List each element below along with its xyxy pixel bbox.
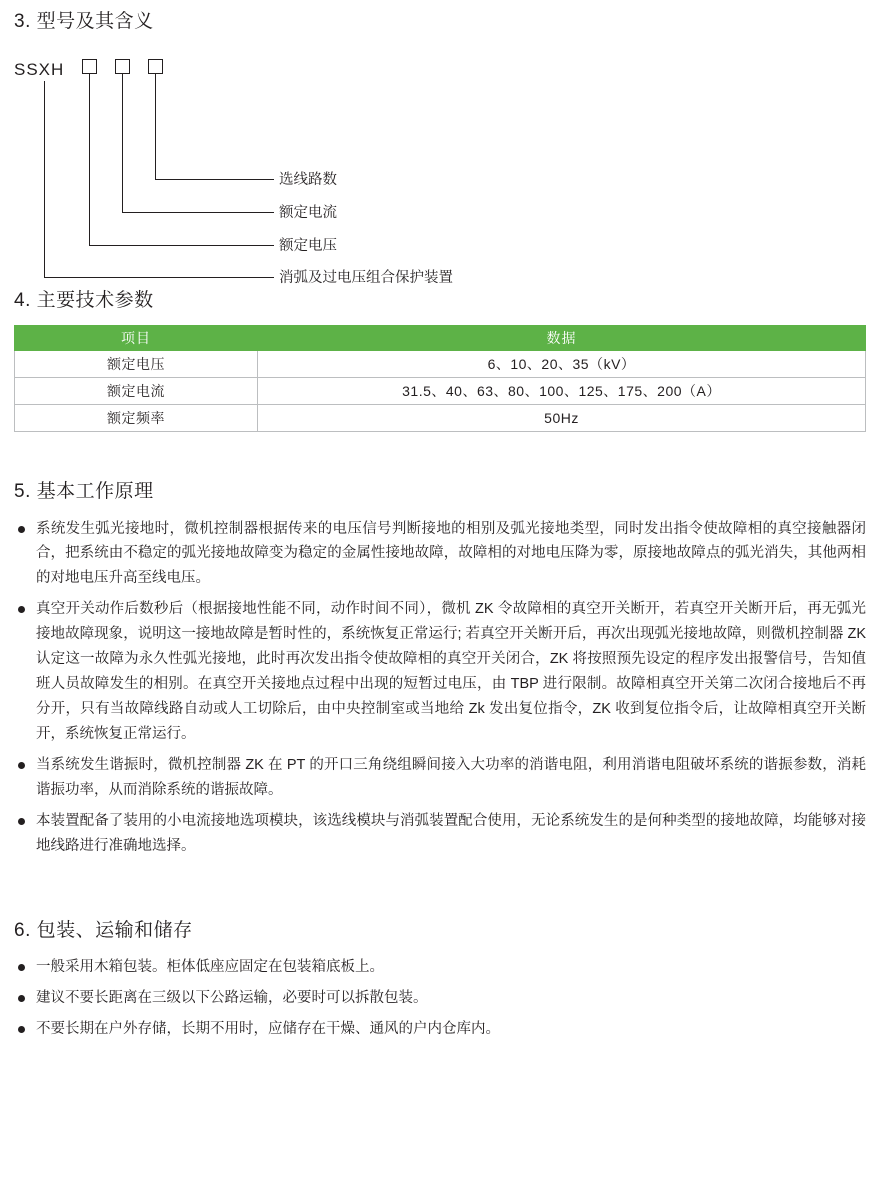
table-cell-label: 额定频率 <box>15 405 258 432</box>
section-5-title: 5. 基本工作原理 <box>14 481 154 502</box>
list-item: 一般采用木箱包装。柜体低座应固定在包装箱底板上。 <box>14 955 866 980</box>
leader-line-h-1 <box>89 245 274 246</box>
table-cell-value: 31.5、40、63、80、100、125、175、200（A） <box>258 378 866 405</box>
list-item: 真空开关动作后数秒后（根据接地性能不同，动作时间不同），微机 ZK 令故障相的真空开关断开，若真空开关断开后，再无弧光接地故障现象，说明这一接地故障是暂时性的，系统恢复正常运行; 若真空开关断开后，再次出现弧光接地故障，则微机控制器 ZK 认定这一故障为永久性弧光接地，此时再次发出指令使故障相的真空开关闭合，ZK 将按照预先设定的程序发出报警信号，告知值班人员故障发生的相别。在真空开关接地点过程中出现的短暂过电压，由 TBP 进行限制。故障相真空开关第二次闭合接地后不再分开，只有当故障线路自动或人工切除后，由中央控制室或当地给 Zk 发出复位指令，ZK 收到复位指令后，让故障相真空开关断开，系统恢复正常运行。 <box>14 597 866 747</box>
leader-line-v-0 <box>44 81 45 277</box>
model-label-4: 消弧及过电压组合保护装置 <box>279 269 453 286</box>
list-item: 本装置配备了装用的小电流接地选项模块，该选线模块与消弧装置配合使用，无论系统发生的是何种类型的接地故障，均能够对接地线路进行准确地选择。 <box>14 809 866 859</box>
table-cell-label: 额定电流 <box>15 378 258 405</box>
list-item: 不要长期在户外存储，长期不用时，应储存在干燥、通风的户内仓库内。 <box>14 1017 866 1042</box>
table-header-data: 数据 <box>258 326 866 351</box>
table-row <box>15 405 866 432</box>
model-label-2: 额定电流 <box>279 204 337 221</box>
table-row <box>15 378 866 405</box>
model-label-1: 选线路数 <box>279 171 337 188</box>
model-code-diagram <box>14 47 866 286</box>
table-cell-value: 6、10、20、35（kV） <box>258 351 866 378</box>
table-header-row <box>15 326 866 351</box>
section-6-title: 6. 包装、运输和储存 <box>14 919 193 941</box>
section-4 <box>14 287 866 433</box>
leader-line-h-3 <box>155 179 274 180</box>
model-code-text: SSXH <box>14 59 65 79</box>
list-item: 系统发生弧光接地时，微机控制器根据传来的电压信号判断接地的相别及弧光接地类型，同时发出指令使故障相的真空接触器闭合，把系统由不稳定的弧光接地故障变为稳定的金属性接地故障，故障相的对地电压降为零，原接地故障点的弧光消失，其他两相的对地电压升高至线电压。 <box>14 517 866 592</box>
section-5-list <box>14 517 866 859</box>
table-cell-value: 50Hz <box>258 405 866 432</box>
model-box-1 <box>82 59 97 74</box>
page-bottom-spacer <box>14 1048 866 1058</box>
leader-line-v-3 <box>155 74 156 179</box>
parameters-table <box>14 325 866 432</box>
list-item: 建议不要长距离在三级以下公路运输，必要时可以拆散包装。 <box>14 986 866 1011</box>
section-6 <box>14 917 866 1042</box>
leader-line-v-2 <box>122 74 123 212</box>
section-3-title: 3. 型号及其含义 <box>14 11 154 32</box>
model-box-3 <box>148 59 163 74</box>
leader-line-h-2 <box>122 212 274 213</box>
section-5 <box>14 478 866 859</box>
section-4-title: 4. 主要技术参数 <box>14 289 154 311</box>
table-header-item: 项目 <box>15 326 258 351</box>
table-cell-label: 额定电压 <box>15 351 258 378</box>
leader-line-v-1 <box>89 74 90 245</box>
model-label-3: 额定电压 <box>279 237 337 254</box>
table-row <box>15 351 866 378</box>
model-box-2 <box>115 59 130 74</box>
list-item: 当系统发生谐振时，微机控制器 ZK 在 PT 的开口三角绕组瞬间接入大功率的消谐电阻，利用消谐电阻破坏系统的谐振参数，消耗谐振功率，从而消除系统的谐振故障。 <box>14 753 866 803</box>
leader-line-h-0 <box>44 277 274 278</box>
section-6-list <box>14 955 866 1042</box>
